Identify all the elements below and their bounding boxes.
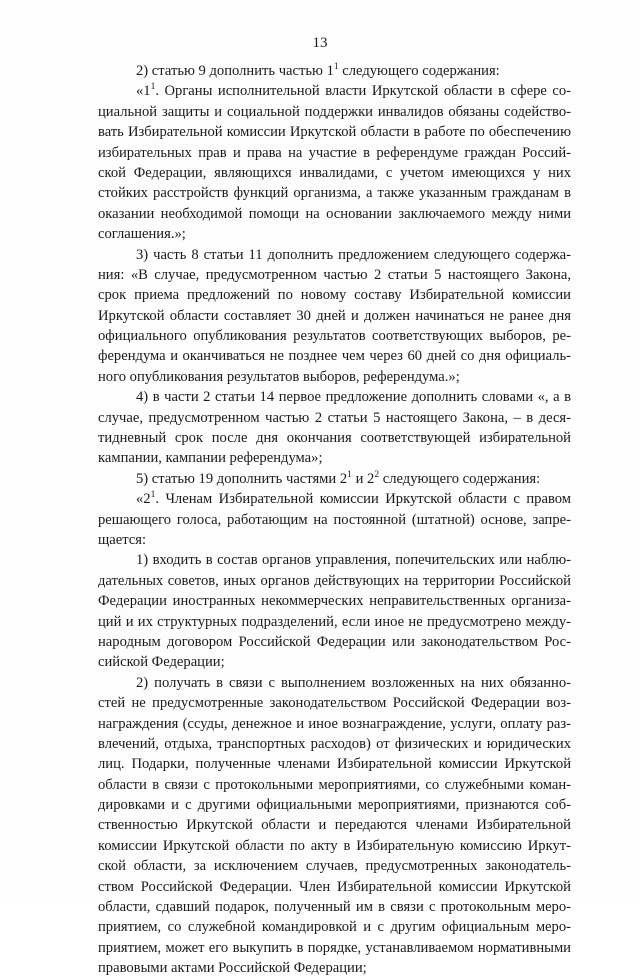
text-line: [98, 571, 571, 591]
text-run: ством Российской Федерации. Член Избирательной комиссии Иркутской: [98, 878, 571, 895]
superscript: 1: [150, 490, 156, 501]
text-run: официального опубликования результатов соответствующих выборов, ре-: [98, 328, 571, 345]
text-run: ций и их структурных подразделений, если иное не предусмотрено между-: [98, 613, 571, 630]
text-line: [98, 245, 571, 265]
text-line: [98, 836, 571, 856]
text-line: [98, 326, 571, 346]
text-line: [98, 815, 571, 835]
text-run: «1: [136, 83, 151, 100]
text-run: дировками и с другими официальными мероприятиями, признаются соб-: [98, 797, 571, 814]
superscript: 1: [150, 82, 156, 93]
text-line: [98, 958, 571, 978]
text-run: . Органы исполнительной власти Иркутской области в сфере со-: [155, 83, 571, 100]
text-line: [98, 734, 571, 754]
text-line: [98, 61, 571, 81]
text-line: [98, 285, 571, 305]
text-run: приятием, может его выкупить в порядке, устанавливаемом нормативными: [98, 939, 571, 956]
text-run: срок приема предложений по новому составу Избирательной комиссии: [98, 287, 571, 304]
text-run: народным договором Российской Федерации или законодательством Рос-: [98, 633, 571, 650]
text-line: [98, 204, 571, 224]
text-line: [98, 530, 571, 550]
text-run: избирательных прав и права на участие в референдуме граждан Россий-: [98, 144, 571, 161]
text-line: [98, 591, 571, 611]
text-line: [98, 693, 571, 713]
text-line: [98, 877, 571, 897]
text-run: лиц. Подарки, полученные членами Избирательной комиссии Иркутской: [98, 756, 571, 773]
text-run: ственностью Иркутской области и передаются членами Избирательной: [98, 817, 571, 834]
superscript: 1: [333, 62, 339, 72]
text-run: 5) статью 19 дополнить частями 2: [136, 470, 348, 487]
text-line: [98, 163, 571, 183]
text-line: [98, 550, 571, 570]
text-run: Иркутской области составляет 30 дней и должен начинаться не ранее дня: [98, 307, 571, 324]
text-line: [98, 387, 571, 407]
text-run: комиссии Иркутской области по акту в Избирательную комиссию Иркут-: [98, 837, 571, 854]
text-run: ской области, за исключением случаев, предусмотренных законодатель-: [98, 858, 571, 875]
text-run: случае, предусмотренном частью 2 статьи 5 настоящего Закона, – в деся-: [98, 409, 571, 426]
text-run: влечений, отдыха, транспортных расходов) от физических и юридических: [98, 735, 571, 752]
text-line: [98, 489, 571, 509]
text-run: правовыми актами Российской Федерации;: [98, 960, 367, 977]
body-text: [98, 61, 571, 979]
text-line: [98, 632, 571, 652]
text-line: [98, 775, 571, 795]
text-run: 3) часть 8 статьи 11 дополнить предложением следующего содержа-: [136, 246, 571, 263]
text-run: области в связи с протокольными мероприятиями, со служебными коман-: [98, 776, 571, 793]
text-line: [98, 856, 571, 876]
text-run: ния: «В случае, предусмотренном частью 2 статьи 5 настоящего Закона,: [98, 266, 571, 283]
text-run: стойких расстройств функций организма, а также указанным гражданам в: [98, 185, 571, 202]
text-line: [98, 652, 571, 672]
text-line: [98, 183, 571, 203]
text-line: [98, 714, 571, 734]
text-run: области, сдавший подарок, полученный им в связи с протокольным меро-: [98, 899, 571, 916]
text-line: [98, 754, 571, 774]
text-run: и 2: [351, 470, 375, 487]
text-run: оказании необходимой помощи на основании заключаемого между ними: [98, 205, 571, 222]
text-line: [98, 673, 571, 693]
text-line: [98, 143, 571, 163]
text-run: ской Федерации, являющихся инвалидами, с учетом имеющихся у них: [98, 164, 571, 181]
text-line: [98, 367, 571, 387]
text-run: приятием, со служебной командировкой и с другим официальным меро-: [98, 919, 571, 936]
text-run: следующего содержания:: [379, 470, 541, 487]
text-run: дательных советов, иных органов действующих на территории Российской: [98, 572, 571, 589]
text-line: [98, 81, 571, 101]
text-line: [98, 265, 571, 285]
text-run: стей не предусмотренные законодательством Российской Федерации воз-: [98, 695, 571, 712]
text-run: тидневный срок после дня окончания соответствующей избирательной: [98, 430, 571, 447]
text-line: [98, 448, 571, 468]
text-run: Федерации иностранных некоммерческих неправительственных организа-: [98, 593, 571, 610]
text-line: [98, 897, 571, 917]
text-line: [98, 102, 571, 122]
text-run: 2) статью 9 дополнить частью 1: [136, 63, 334, 79]
text-run: ного опубликования результатов выборов, референдума.»;: [98, 368, 460, 385]
superscript: 1: [347, 469, 352, 480]
text-run: 1) входить в состав органов управления, попечительских или наблю-: [136, 552, 571, 569]
text-run: следующего содержания:: [338, 63, 500, 79]
text-run: щается:: [98, 531, 146, 548]
text-run: «2: [136, 491, 151, 508]
text-line: [98, 917, 571, 937]
text-run: 2) получать в связи с выполнением возложенных на них обязанно-: [136, 674, 571, 691]
text-run: кампании, кампании референдума»;: [98, 450, 323, 467]
text-line: [98, 122, 571, 142]
text-line: [98, 469, 571, 489]
text-line: [98, 795, 571, 815]
text-line: [98, 428, 571, 448]
text-run: 4) в части 2 статьи 14 первое предложение дополнить словами «, а в: [136, 389, 571, 406]
text-run: награждения (ссуды, денежное и иное вознаграждение, услуги, оплату раз-: [98, 715, 571, 732]
text-run: ферендума и оканчиваться не позднее чем через 60 дней со дня официаль-: [98, 348, 571, 365]
text-line: [98, 510, 571, 530]
text-run: сийской Федерации;: [98, 654, 225, 671]
text-run: решающего голоса, работающим на постоянной (штатной) основе, запре-: [98, 511, 571, 528]
text-line: [98, 408, 571, 428]
page-number: 13: [312, 35, 328, 51]
text-run: циальной защиты и социальной поддержки инвалидов обязаны содейство-: [98, 103, 571, 120]
text-run: вать Избирательной комиссии Иркутской области в работе по обеспечению: [98, 124, 571, 141]
text-run: . Членам Избирательной комиссии Иркутской области с правом: [155, 491, 571, 508]
text-line: [98, 224, 571, 244]
text-run: соглашения.»;: [98, 226, 186, 243]
superscript: 2: [374, 469, 380, 480]
text-line: [98, 306, 571, 326]
text-line: [98, 938, 571, 958]
text-line: [98, 346, 571, 366]
text-line: [98, 612, 571, 632]
